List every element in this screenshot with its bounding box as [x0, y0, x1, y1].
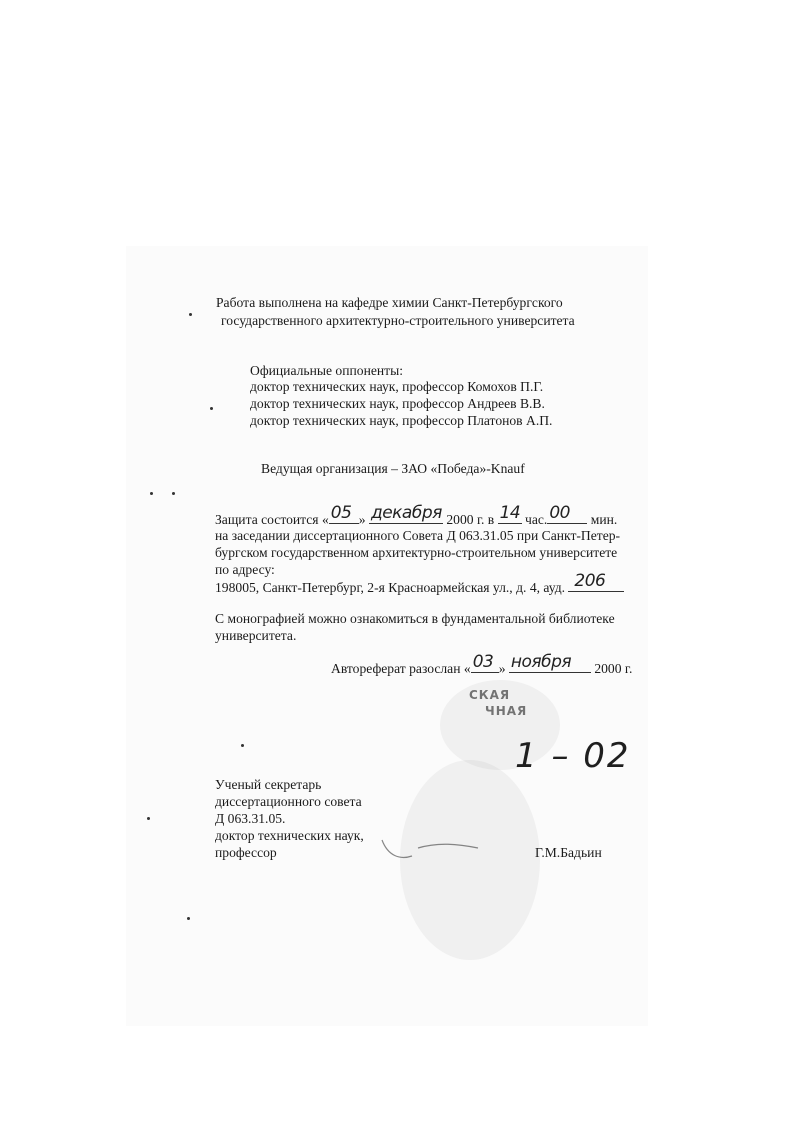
- scan-speck: [210, 407, 213, 410]
- defense-month: декабря: [370, 503, 442, 523]
- sent-day: 03: [472, 652, 494, 672]
- secretary-line: Ученый секретарь: [215, 777, 322, 792]
- defense-address: 198005, Санкт-Петербург, 2-я Красноармейская ул., д. 4, ауд.: [215, 580, 566, 595]
- sent-month-blank: [509, 652, 591, 673]
- defense-line-2: на заседании диссертационного Совета Д 063.31.05 при Санкт-Петер-: [215, 528, 621, 543]
- defense-hour-blank: [498, 503, 522, 524]
- defense-hour-unit: час.: [525, 512, 548, 527]
- scan-speck: [189, 313, 192, 316]
- defense-prefix: Защита состоится «: [215, 512, 329, 527]
- defense-minute: 00: [549, 503, 570, 523]
- defense-mid: »: [358, 512, 366, 527]
- header-line-2: государственного архитектурно-строительного университета: [221, 313, 575, 328]
- stamp-line-2: ЧНАЯ: [485, 704, 528, 718]
- secretary-line: диссертационного совета: [215, 794, 362, 809]
- sent-prefix: Автореферат разослан «: [331, 661, 471, 676]
- lead-organization: Ведущая организация – ЗАО «Победа»-Knauf: [261, 461, 525, 476]
- scan-speck: [150, 492, 153, 495]
- sent-month: ноября: [510, 652, 572, 672]
- opponents-heading: Официальные оппоненты:: [250, 363, 404, 378]
- scan-speck: [147, 817, 150, 820]
- defense-day: 05: [330, 503, 352, 523]
- defense-line-3: бургском государственном архитектурно-строительном университете: [215, 545, 618, 560]
- defense-hour: 14: [499, 503, 521, 523]
- defense-month-blank: [369, 503, 443, 524]
- secretary-line: Д 063.31.05.: [215, 811, 286, 826]
- signature-mark: [378, 826, 498, 866]
- defense-day-blank: [329, 503, 359, 524]
- defense-room: 206: [574, 571, 606, 591]
- sent-date-line: [331, 652, 633, 677]
- defense-year-text: 2000 г. в: [446, 512, 495, 527]
- library-line-2: университета.: [215, 628, 297, 643]
- sent-day-blank: [471, 652, 499, 673]
- library-line-1: С монографией можно ознакомиться в фундаментальной библиотеке: [215, 611, 615, 626]
- sent-mid: »: [498, 661, 506, 676]
- opponent-item: доктор технических наук, профессор Платонов А.П.: [250, 413, 553, 428]
- defense-room-blank: [568, 571, 624, 592]
- scan-speck: [172, 492, 175, 495]
- header-line-1: Работа выполнена на кафедре химии Санкт-Петербургского: [216, 295, 563, 310]
- sent-suffix: 2000 г.: [594, 661, 633, 676]
- scan-speck: [187, 917, 190, 920]
- defense-line-4: по адресу:: [215, 562, 275, 577]
- defense-minute-blank: [547, 503, 587, 524]
- stamp-line-1: СКАЯ: [469, 688, 511, 702]
- secretary-line: доктор технических наук,: [215, 828, 364, 843]
- secretary-name: Г.М.Бадьин: [535, 845, 602, 860]
- handwritten-code: 1 – 02: [515, 736, 631, 776]
- scan-speck: [241, 744, 244, 747]
- opponent-item: доктор технических наук, профессор Андреев В.В.: [250, 396, 545, 411]
- defense-date-line: [215, 503, 618, 528]
- defense-minute-unit: мин.: [590, 512, 618, 527]
- defense-address-line: [215, 571, 624, 596]
- secretary-line: профессор: [215, 845, 277, 860]
- opponent-item: доктор технических наук, профессор Комохов П.Г.: [250, 379, 544, 394]
